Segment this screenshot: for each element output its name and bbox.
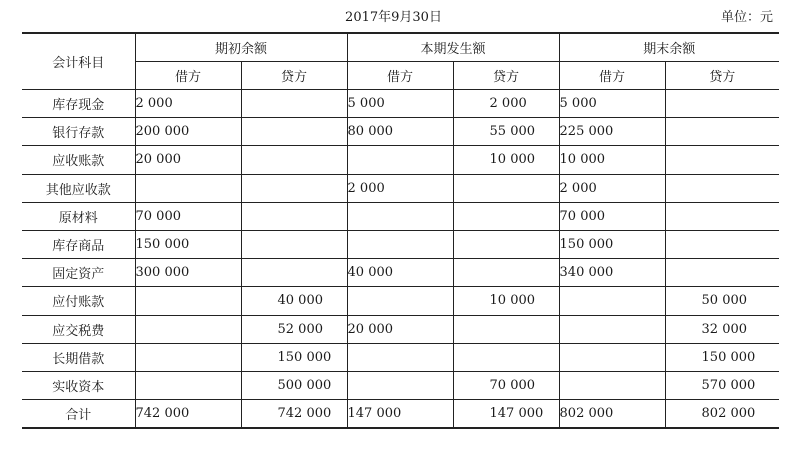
credit-cell — [241, 230, 347, 258]
debit-cell: 2 000 — [347, 174, 453, 202]
debit-cell — [559, 371, 665, 399]
table-row — [22, 400, 779, 429]
debit-cell — [559, 287, 665, 315]
debit-cell: 200 000 — [135, 118, 241, 146]
group-header-row — [22, 33, 779, 62]
debit-cell — [347, 287, 453, 315]
account-name: 应交税费 — [22, 315, 135, 343]
opening-balance-header: 期初余额 — [135, 33, 347, 62]
table-row — [22, 287, 779, 315]
debit-header: 借方 — [559, 62, 665, 90]
credit-cell — [665, 90, 779, 118]
debit-cell: 300 000 — [135, 259, 241, 287]
table-row — [22, 230, 779, 258]
credit-cell: 10 000 — [453, 287, 559, 315]
credit-header: 贷方 — [665, 62, 779, 90]
credit-cell — [241, 202, 347, 230]
credit-cell — [665, 202, 779, 230]
debit-cell — [135, 315, 241, 343]
table-row — [22, 118, 779, 146]
table-row — [22, 202, 779, 230]
credit-cell: 570 000 — [665, 371, 779, 399]
credit-cell: 50 000 — [665, 287, 779, 315]
account-name: 固定资产 — [22, 259, 135, 287]
debit-cell: 2 000 — [559, 174, 665, 202]
credit-cell: 150 000 — [665, 343, 779, 371]
table-row — [22, 343, 779, 371]
debit-cell: 225 000 — [559, 118, 665, 146]
debit-cell: 10 000 — [559, 146, 665, 174]
debit-cell — [135, 371, 241, 399]
credit-cell: 150 000 — [241, 343, 347, 371]
credit-cell: 40 000 — [241, 287, 347, 315]
credit-cell — [453, 174, 559, 202]
debit-cell: 742 000 — [135, 400, 241, 429]
debit-cell — [135, 174, 241, 202]
credit-cell — [453, 202, 559, 230]
debit-cell — [135, 287, 241, 315]
table-row — [22, 315, 779, 343]
credit-cell — [241, 259, 347, 287]
debit-cell — [347, 230, 453, 258]
table-row — [22, 371, 779, 399]
credit-cell — [241, 146, 347, 174]
credit-cell — [241, 90, 347, 118]
credit-cell — [665, 146, 779, 174]
debit-cell: 70 000 — [559, 202, 665, 230]
debit-header: 借方 — [347, 62, 453, 90]
credit-cell — [665, 259, 779, 287]
credit-cell: 32 000 — [665, 315, 779, 343]
debit-cell: 147 000 — [347, 400, 453, 429]
credit-cell: 147 000 — [453, 400, 559, 429]
debit-cell: 802 000 — [559, 400, 665, 429]
debit-cell — [135, 343, 241, 371]
credit-cell — [453, 343, 559, 371]
debit-header: 借方 — [135, 62, 241, 90]
credit-header: 贷方 — [453, 62, 559, 90]
table-row — [22, 259, 779, 287]
debit-cell: 5 000 — [559, 90, 665, 118]
credit-cell — [665, 230, 779, 258]
credit-cell: 52 000 — [241, 315, 347, 343]
account-name: 合计 — [22, 400, 135, 429]
account-name: 库存现金 — [22, 90, 135, 118]
period-activity-header: 本期发生额 — [347, 33, 559, 62]
credit-cell: 802 000 — [665, 400, 779, 429]
account-name: 其他应收款 — [22, 174, 135, 202]
debit-cell: 150 000 — [135, 230, 241, 258]
table-row — [22, 146, 779, 174]
debit-cell — [347, 371, 453, 399]
debit-cell: 2 000 — [135, 90, 241, 118]
table-row — [22, 90, 779, 118]
currency-unit: 单位：元 — [720, 10, 773, 25]
debit-cell: 70 000 — [135, 202, 241, 230]
account-name: 库存商品 — [22, 230, 135, 258]
credit-header: 贷方 — [241, 62, 347, 90]
debit-cell — [347, 202, 453, 230]
debit-cell: 80 000 — [347, 118, 453, 146]
account-name: 应付账款 — [22, 287, 135, 315]
credit-cell — [241, 118, 347, 146]
account-name: 银行存款 — [22, 118, 135, 146]
credit-cell — [241, 174, 347, 202]
debit-cell: 40 000 — [347, 259, 453, 287]
credit-cell — [665, 118, 779, 146]
debit-cell: 150 000 — [559, 230, 665, 258]
closing-balance-header: 期末余额 — [559, 33, 779, 62]
debit-cell: 20 000 — [347, 315, 453, 343]
credit-cell: 55 000 — [453, 118, 559, 146]
credit-cell: 2 000 — [453, 90, 559, 118]
credit-cell: 742 000 — [241, 400, 347, 429]
account-name: 应收账款 — [22, 146, 135, 174]
credit-cell: 70 000 — [453, 371, 559, 399]
ledger-body — [22, 90, 779, 429]
account-name: 实收资本 — [22, 371, 135, 399]
debit-cell — [347, 146, 453, 174]
credit-cell: 10 000 — [453, 146, 559, 174]
debit-cell — [559, 315, 665, 343]
credit-cell — [453, 315, 559, 343]
credit-cell — [453, 230, 559, 258]
subheader-row — [22, 62, 779, 90]
debit-cell — [559, 343, 665, 371]
debit-cell — [347, 343, 453, 371]
report-date: 2017年9月30日 — [345, 10, 442, 25]
account-name: 长期借款 — [22, 343, 135, 371]
credit-cell — [665, 174, 779, 202]
debit-cell: 5 000 — [347, 90, 453, 118]
debit-cell: 340 000 — [559, 259, 665, 287]
account-header: 会计科目 — [22, 33, 135, 90]
account-name: 原材料 — [22, 202, 135, 230]
table-row — [22, 174, 779, 202]
credit-cell — [453, 259, 559, 287]
credit-cell: 500 000 — [241, 371, 347, 399]
trial-balance-table — [22, 32, 779, 429]
debit-cell: 20 000 — [135, 146, 241, 174]
